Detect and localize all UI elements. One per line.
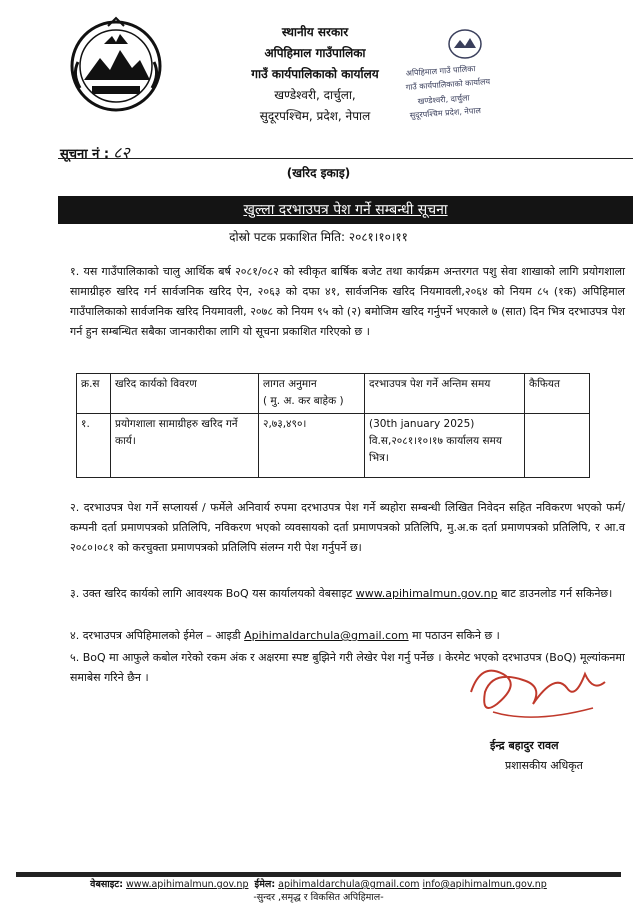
cell-description: प्रयोगशाला सामाग्रीहरु खरिद गर्ने कार्य। (111, 414, 259, 478)
stamp-line2: गाउँ कार्यपालिकाको कार्यालय (405, 77, 491, 92)
notice-title: खुल्ला दरभाउपत्र पेश गर्ने सम्बन्धी सूचना (243, 202, 448, 218)
footer-slogan: -सुन्दर ,समृद्ध र विकसित अपिहिमाल- (253, 892, 384, 903)
paragraph-4-tail: मा पठाउन सकिने छ । (408, 629, 500, 642)
signer-name: ईन्द्र बहादुर रावल (490, 739, 559, 752)
cell-estimate: २,७३,४९०। (259, 414, 365, 478)
paragraph-2: २. दरभाउपत्र पेश गर्ने सप्लायर्स / फर्मेले अनिवार्य रुपमा दरभाउपत्र पेश गर्ने ब्यहोरा सम्बन्धी लिखित निवेदन सहित नविकरण भएको फर्म/ कम्पनी दर्ता प्रमाणपत्रको प्रतिलिपि, नविकरण भएको व्यवसायको दर्ता प्रमाणपत्रको प्रतिलिपि, मु.अ.क दर्ता प्रमाणपत्रको प्रतिलिपि, र आ.व २०८०।०८१ को करचुक्ता प्रमाणपत्रको प्रतिलिपि संलग्न गरी पेश गर्नुपर्ने छ। (70, 501, 625, 554)
office-seal-stamp (400, 20, 530, 130)
header-municipality: अपिहिमाल गाउँपालिका (264, 46, 366, 60)
procurement-unit-label: (खरिद इकाइ) (286, 166, 351, 180)
paragraph-3 (70, 584, 625, 604)
footer-contacts (0, 878, 637, 891)
notice-title-bar (58, 196, 633, 224)
email-link[interactable]: Apihimaldarchula@gmail.com (244, 629, 409, 642)
footer (0, 878, 637, 904)
footer-website-link[interactable]: www.apihimalmun.gov.np (126, 879, 249, 890)
footer-divider (16, 872, 621, 877)
col-serial: क्र.स (77, 374, 111, 414)
header-office: गाउँ कार्यपालिकाको कार्यालय (251, 67, 379, 81)
header-address: खण्डेश्वरी, दार्चुला, (274, 88, 356, 102)
header-local-government: स्थानीय सरकार (281, 25, 349, 39)
cell-serial: १. (77, 414, 111, 478)
notice-number-value: ८२ (113, 143, 130, 162)
boq-website-link[interactable]: www.apihimalmun.gov.np (355, 587, 498, 600)
header-divider (58, 158, 633, 159)
nepal-government-emblem-icon (66, 14, 166, 114)
footer-website-label: वेबसाइट: (90, 879, 123, 890)
cell-remarks (525, 414, 590, 478)
office-header (200, 22, 430, 127)
table-header-row (77, 374, 590, 414)
paragraph-4-text: ४. दरभाउपत्र अपिहिमालको ईमेल – आइडी (70, 629, 245, 642)
signer-title: प्रशासकीय अधिकृत (505, 759, 583, 772)
col-estimate: लागत अनुमान ( मु. अ. कर बाहेक ) (259, 374, 365, 414)
footer-email-link-1[interactable]: apihimaldarchula@gmail.com (278, 879, 420, 890)
paragraph-1: १. यस गाउँपालिकाको चालु आर्थिक बर्ष २०८१/०८२ को स्वीकृत बार्षिक बजेट तथा कार्यक्रम अन्तरगत पशु सेवा शाखाको लागि प्रयोगशाला सामाग्रीहरु खरिद गर्न सार्वजनिक खरिद ऐन, २०६३ को दफा ४१, सार्वजनिक खरिद नियमावली,२०६४ को नियम ८५ (१क) अपिहिमाल गाउँपालिकाको सार्वजनिक खरिद नियमावली, २०७८ को नियम ९५ को (२) बमोजिम खरिद गर्नुपर्ने भएकाले ७ (सात) दिन भित्र दरभाउपत्र पेश गर्न हुन सम्बन्धित सबैका जानकारीका लागि यो सूचना प्रकाशित गरिएको छ । (70, 265, 625, 338)
stamp-line1: अपिहिमाल गाउँ पालिका (405, 64, 476, 78)
publication-date: दोस्रो पटक प्रकाशित मिति: २०८१।१०।११ (229, 230, 408, 244)
stamp-line4: सुदूरपश्चिम प्रदेश, नेपाल (409, 106, 482, 120)
paragraph-3-text: ३. उक्त खरिद कार्यको लागि आवश्यक BoQ यस कार्यालयको वेबसाइट (70, 587, 356, 600)
paragraph-4 (70, 626, 625, 646)
signature-mark (463, 652, 613, 732)
stamp-line3: खण्डेश्वरी, दार्चुला (417, 93, 470, 106)
notice-number-label: सूचना नं : (60, 147, 110, 162)
cell-deadline: (30th january 2025) वि.स,२०८१।१०।१७ कार्यालय समय भित्र। (365, 414, 525, 478)
paragraph-3-tail: बाट डाउनलोड गर्न सकिनेछ। (497, 587, 613, 600)
paragraph-5: ५. BoQ मा आफुले कबोल गरेको रकम अंक र अक्षरमा स्पष्ट बुझिने गरी लेखेर पेश गर्नु पर्नेछ । केरमेट भएको दरभाउपत्र (BoQ) मूल्यांकनमा समाबेस गरिने छैन । (70, 651, 625, 684)
footer-email-label: ईमेल: (254, 879, 276, 890)
table-row (77, 414, 590, 478)
col-remarks: कैफियत (525, 374, 590, 414)
procurement-table (76, 373, 590, 478)
footer-email-link-2[interactable]: info@apihimalmun.gov.np (422, 879, 547, 890)
header-province: सुदूरपश्चिम, प्रदेश, नेपाल (259, 109, 371, 123)
col-deadline: दरभाउपत्र पेश गर्ने अन्तिम समय (365, 374, 525, 414)
notice-number (60, 141, 130, 163)
col-description: खरिद कार्यको विवरण (111, 374, 259, 414)
